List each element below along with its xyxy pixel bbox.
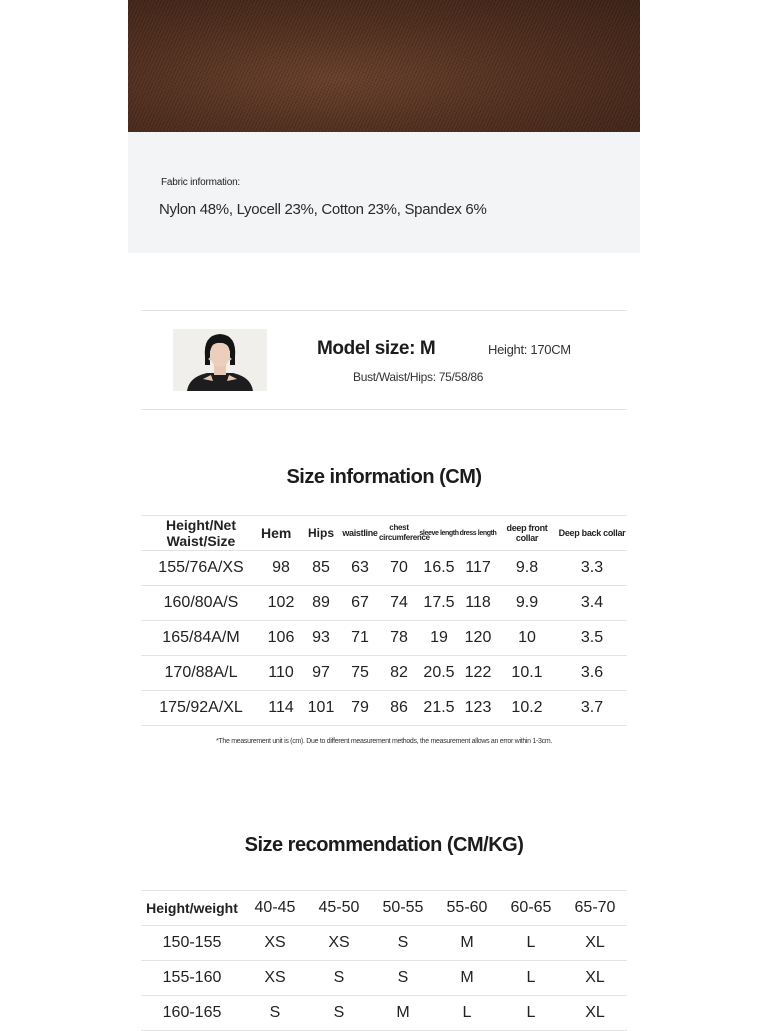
table-cell: 67 <box>341 586 379 621</box>
table-row <box>141 926 627 961</box>
model-size-panel <box>141 310 627 410</box>
table-cell: 114 <box>261 691 301 726</box>
table-cell: M <box>371 996 435 1031</box>
size-rec-header: 50-55 <box>371 891 435 926</box>
size-rec-table <box>141 890 627 1031</box>
table-cell: 98 <box>261 551 301 586</box>
table-cell: 3.7 <box>557 691 627 726</box>
table-cell: 118 <box>459 586 497 621</box>
table-cell: L <box>499 961 563 996</box>
table-cell: XS <box>307 926 371 961</box>
table-cell: S <box>307 961 371 996</box>
table-cell: 17.5 <box>419 586 459 621</box>
size-info-header: sleeve length <box>419 516 459 551</box>
table-cell: 79 <box>341 691 379 726</box>
table-cell: 150-155 <box>141 926 243 961</box>
size-rec-header-row <box>141 891 627 926</box>
table-cell: XL <box>563 961 627 996</box>
size-info-header: Hem <box>261 516 301 551</box>
size-info-header: Deep back collar <box>557 516 627 551</box>
table-cell: 70 <box>379 551 419 586</box>
size-rec-header: 40-45 <box>243 891 307 926</box>
table-cell: XL <box>563 996 627 1031</box>
size-rec-header: Height/weight <box>141 891 243 926</box>
table-cell: 9.9 <box>497 586 557 621</box>
table-cell: 93 <box>301 621 341 656</box>
table-cell: 85 <box>301 551 341 586</box>
table-row <box>141 551 627 586</box>
table-cell: 3.3 <box>557 551 627 586</box>
size-info-header: waistline <box>341 516 379 551</box>
size-info-header: Hips <box>301 516 341 551</box>
table-cell: 89 <box>301 586 341 621</box>
size-info-header-row <box>141 516 627 551</box>
model-photo <box>173 329 267 391</box>
table-cell: 160-165 <box>141 996 243 1031</box>
model-size-title: Model size: M <box>317 338 436 359</box>
size-info-title: Size information (CM) <box>286 466 482 488</box>
size-info-header: deep front collar <box>497 516 557 551</box>
table-cell: 165/84A/M <box>141 621 261 656</box>
size-info-header: chest circumference <box>379 516 419 551</box>
table-cell: 9.8 <box>497 551 557 586</box>
table-cell: 3.6 <box>557 656 627 691</box>
table-row <box>141 586 627 621</box>
table-row <box>141 656 627 691</box>
table-cell: 78 <box>379 621 419 656</box>
size-rec-header: 60-65 <box>499 891 563 926</box>
table-cell: XL <box>563 926 627 961</box>
table-cell: 16.5 <box>419 551 459 586</box>
size-rec-header: 65-70 <box>563 891 627 926</box>
table-cell: L <box>499 926 563 961</box>
table-row <box>141 691 627 726</box>
table-cell: 74 <box>379 586 419 621</box>
table-cell: S <box>371 926 435 961</box>
model-height: Height: 170CM <box>488 342 571 357</box>
table-cell: 155-160 <box>141 961 243 996</box>
table-cell: S <box>307 996 371 1031</box>
size-info-header: Height/Net Waist/Size <box>141 516 261 551</box>
table-cell: 20.5 <box>419 656 459 691</box>
table-cell: 101 <box>301 691 341 726</box>
table-cell: 120 <box>459 621 497 656</box>
model-measurements: Bust/Waist/Hips: 75/58/86 <box>353 370 484 384</box>
fabric-composition: Nylon 48%, Lyocell 23%, Cotton 23%, Spandex 6% <box>159 201 487 218</box>
table-cell: 97 <box>301 656 341 691</box>
table-cell: M <box>435 961 499 996</box>
table-cell: M <box>435 926 499 961</box>
size-rec-title: Size recommendation (CM/KG) <box>244 834 524 856</box>
table-cell: 10 <box>497 621 557 656</box>
table-cell: 10.2 <box>497 691 557 726</box>
table-row <box>141 621 627 656</box>
table-cell: 82 <box>379 656 419 691</box>
size-info-header: dress length <box>459 516 497 551</box>
measurement-note: *The measurement unit is (cm). Due to different measurement methods, the measurement allows an error within 1-3cm. <box>215 738 553 745</box>
table-cell: 122 <box>459 656 497 691</box>
table-cell: S <box>371 961 435 996</box>
table-cell: 3.5 <box>557 621 627 656</box>
fabric-info-label: Fabric information: <box>161 177 241 188</box>
table-cell: 21.5 <box>419 691 459 726</box>
table-cell: 110 <box>261 656 301 691</box>
table-cell: XS <box>243 961 307 996</box>
table-cell: 19 <box>419 621 459 656</box>
fabric-closeup-photo <box>128 0 640 132</box>
table-cell: 86 <box>379 691 419 726</box>
table-cell: 75 <box>341 656 379 691</box>
table-row <box>141 961 627 996</box>
table-cell: 3.4 <box>557 586 627 621</box>
model-portrait-illustration <box>173 329 267 391</box>
size-rec-header: 55-60 <box>435 891 499 926</box>
table-cell: 123 <box>459 691 497 726</box>
table-cell: 102 <box>261 586 301 621</box>
table-cell: XS <box>243 926 307 961</box>
table-cell: 160/80A/S <box>141 586 261 621</box>
table-cell: 170/88A/L <box>141 656 261 691</box>
size-rec-header: 45-50 <box>307 891 371 926</box>
table-cell: L <box>499 996 563 1031</box>
table-cell: S <box>243 996 307 1031</box>
table-cell: 175/92A/XL <box>141 691 261 726</box>
table-cell: 63 <box>341 551 379 586</box>
size-info-table <box>141 515 627 726</box>
fabric-info-panel <box>128 132 640 253</box>
table-cell: 155/76A/XS <box>141 551 261 586</box>
table-cell: 106 <box>261 621 301 656</box>
table-row <box>141 996 627 1031</box>
table-cell: 71 <box>341 621 379 656</box>
table-cell: L <box>435 996 499 1031</box>
table-cell: 117 <box>459 551 497 586</box>
table-cell: 10.1 <box>497 656 557 691</box>
